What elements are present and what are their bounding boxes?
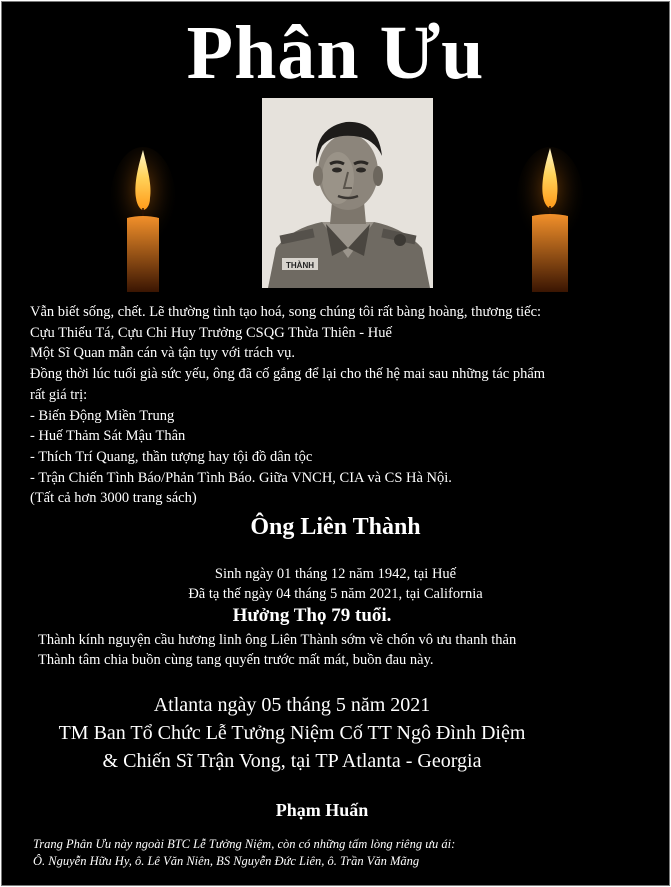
candle-left-icon <box>110 142 176 292</box>
footer-line: Ô. Nguyễn Hữu Hy, ô. Lê Văn Niên, BS Nguyễn Đức Liên, ô. Trần Văn Mãng <box>33 854 420 868</box>
death-date: Đã tạ thế ngày 04 tháng 5 năm 2021, tại California <box>188 586 483 602</box>
prayer-line: Thành tâm chia buồn cùng tang quyến trước mất mát, buồn đau này. <box>38 652 434 668</box>
author-name: Phạm Huấn <box>275 800 369 820</box>
birth-date: Sinh ngày 01 tháng 12 năm 1942, tại Huế <box>214 566 457 582</box>
intro-line: rất giá trị: <box>30 386 88 403</box>
footer-note <box>33 836 653 870</box>
signature-date: Atlanta ngày 05 tháng 5 năm 2021 <box>153 694 431 716</box>
works-total-note: (Tất cả hơn 3000 trang sách) <box>30 490 197 507</box>
intro-line: Một Sĩ Quan mẫn cán và tận tụy với trách vụ. <box>30 345 295 362</box>
intro-line: Cựu Thiếu Tá, Cựu Chỉ Huy Trưởng CSQG Thừa Thiên - Huế <box>30 324 392 341</box>
works-list-item: - Trận Chiến Tình Báo/Phản Tình Báo. Giữa VNCH, CIA và CS Hà Nội. <box>30 469 452 486</box>
signature-block <box>2 691 582 775</box>
person-portrait <box>262 98 433 288</box>
works-list-item: - Thích Trí Quang, thần tượng hay tội đồ dân tộc <box>30 448 313 465</box>
name-tag: THÀNH <box>286 261 314 270</box>
signature-org: TM Ban Tổ Chức Lễ Tưởng Niệm Cố TT Ngô Đình Diệm <box>58 722 526 744</box>
intro-line: Vẫn biết sống, chết. Lẽ thường tình tạo hoá, song chúng tôi rất bàng hoàng, thương tiếc: <box>30 304 542 320</box>
works-list-item: - Huế Thảm Sát Mậu Thân <box>30 428 186 445</box>
intro-text <box>30 302 650 509</box>
footer-line: Trang Phân Ưu này ngoài BTC Lễ Tưởng Niệm, còn có những tấm lòng riêng ưu ái: <box>33 837 456 851</box>
obituary-card <box>1 1 670 886</box>
prayer-text <box>38 630 658 670</box>
works-list-item: - Biến Động Miền Trung <box>30 407 175 424</box>
portrait-photo <box>262 98 433 288</box>
age-at-death: Hưởng Thọ 79 tuổi. <box>232 605 392 626</box>
page-title: Phân Ưu <box>186 11 485 95</box>
life-dates <box>2 564 669 604</box>
candle-right-icon <box>514 142 584 292</box>
signature-org: & Chiến Sĩ Trận Vong, tại TP Atlanta - Georgia <box>102 750 482 772</box>
deceased-name: Ông Liên Thành <box>250 514 421 540</box>
intro-line: Đồng thời lúc tuổi già sức yếu, ông đã cố gắng để lại cho thế hệ mai sau những tác phẩm <box>30 366 546 383</box>
prayer-line: Thành kính nguyện cầu hương linh ông Liên Thành sớm về chốn vô ưu thanh thản <box>38 632 517 648</box>
